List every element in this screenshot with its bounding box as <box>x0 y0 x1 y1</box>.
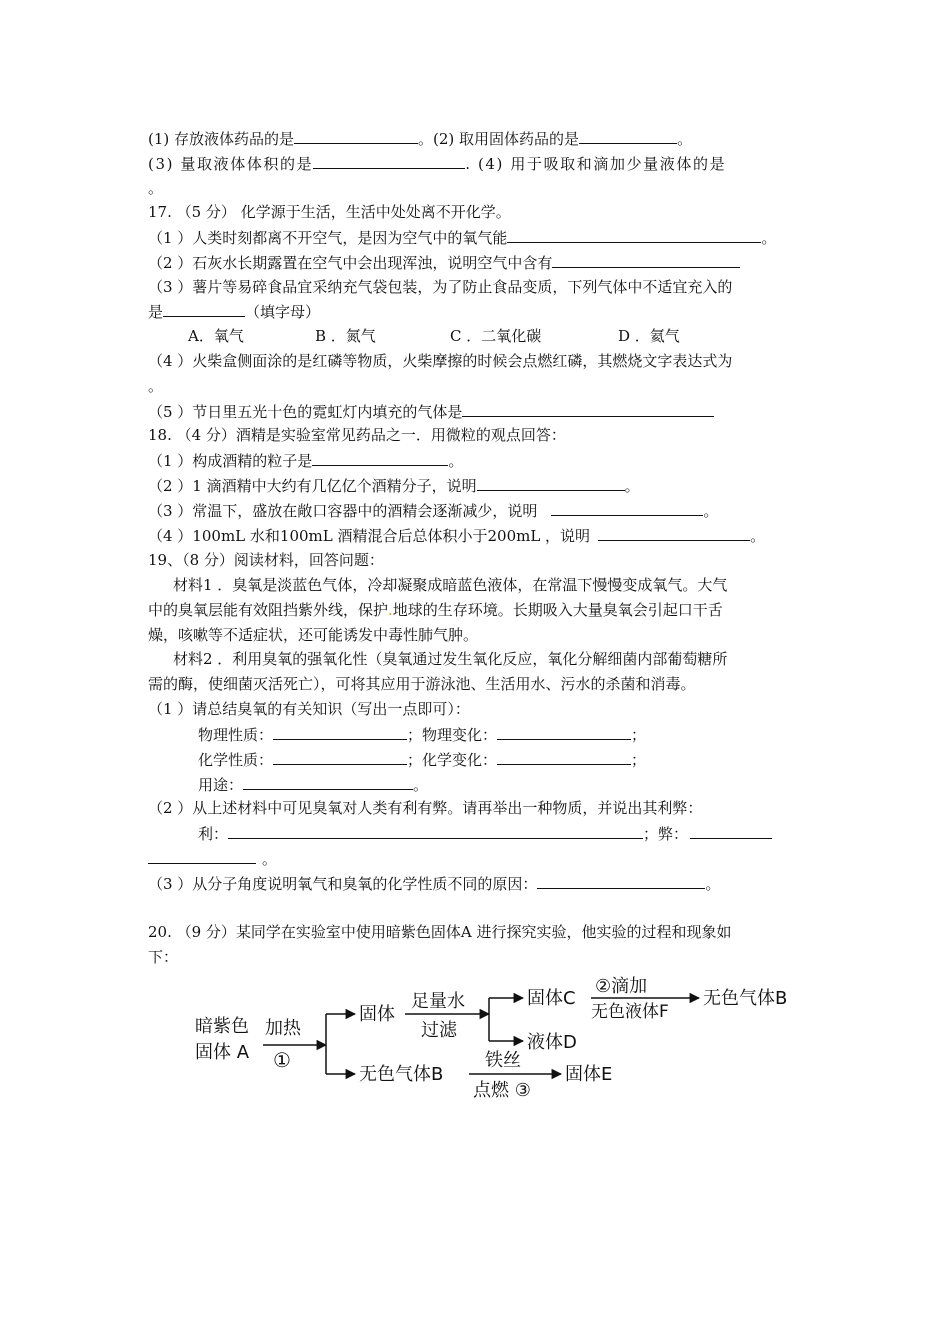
punctuation: 。 <box>677 130 693 148</box>
q18-part-1 <box>148 450 463 471</box>
solid-e-label: 固体E <box>565 1064 613 1085</box>
answer-blank[interactable] <box>537 873 705 889</box>
q17-part-1-text: （1 ）人类时刻都离不开空气，是因为空气中的氧气能 <box>148 229 508 247</box>
q17-part-2-text: （2 ）石灰水长期露置在空气中会出现浑浊，说明空气中含有 <box>148 254 553 272</box>
q19-part-3 <box>148 873 720 894</box>
punctuation: 。 <box>413 776 429 794</box>
answer-blank[interactable] <box>497 724 631 740</box>
q18-part-2-text: （2 ）1 滴酒精中大约有几亿亿个酒精分子，说明 <box>148 477 477 495</box>
arrow-1-top-label: 加热 <box>265 1018 301 1039</box>
option-a[interactable]: A．氧气 <box>188 327 244 345</box>
q19-physical-line <box>198 724 646 745</box>
answer-blank[interactable] <box>507 227 761 243</box>
liquid-d-label: 液体D <box>527 1032 577 1053</box>
option-b[interactable]: B ．氮气 <box>315 327 376 345</box>
start-label-2: 固体 A <box>195 1042 250 1063</box>
chemical-property-label: 化学性质： <box>198 751 274 769</box>
answer-blank[interactable] <box>552 252 740 268</box>
q17-part-4: （4 ）火柴盒侧面涂的是红磷等物质，火柴摩擦的时候会点燃红磷，其燃烧文字表达式为 <box>148 352 733 370</box>
answer-blank[interactable] <box>551 500 703 516</box>
q18-part-3 <box>148 500 718 521</box>
q17-part-4-end: 。 <box>148 377 164 395</box>
solid-c-label: 固体C <box>527 988 576 1009</box>
arrow-4-top-label: 铁丝 <box>485 1050 521 1071</box>
q19-material-1c: 燥，咳嗽等不适症状，还可能诱发中毒性肺气肿。 <box>148 626 479 644</box>
q19-material-2a: 材料2 ．利用臭氧的强氧化性（臭氧通过发生氧化反应，氧化分解细菌内部葡萄糖所 <box>173 650 728 668</box>
q17-heading: 17. （5 分） 化学源于生活，生活中处处离不开化学。 <box>148 203 511 221</box>
option-c[interactable]: C ．二氧化碳 <box>450 327 542 345</box>
q16-line-1 <box>148 128 692 149</box>
answer-blank[interactable] <box>477 475 625 491</box>
answer-blank[interactable] <box>313 153 465 169</box>
q18-part-1-text: （1 ）构成酒精的粒子是 <box>148 452 313 470</box>
q17-part-2 <box>148 252 740 273</box>
arrow-1-bottom-label: ① <box>273 1048 291 1072</box>
option-d[interactable]: D ．氦气 <box>618 327 680 345</box>
q17-part-3a: （3 ）薯片等易碎食品宜采纳充气袋包装，为了防止食品变质，下列气体中不适宜充入的 <box>148 278 733 296</box>
decorative-dot: . <box>388 601 393 619</box>
q20-heading-a: 20. （9 分）某同学在实验室中使用暗紫色固体A 进行探究实验，他实验的过程和现象如 <box>148 923 732 941</box>
answer-blank[interactable] <box>273 724 407 740</box>
physical-change-label: ；物理变化： <box>407 726 498 744</box>
answer-blank[interactable] <box>312 450 448 466</box>
punctuation: 。 <box>624 477 640 495</box>
answer-blank[interactable] <box>579 128 677 144</box>
q19-use-line <box>198 774 428 795</box>
arrow-2-bottom-label: 过滤 <box>421 1020 457 1041</box>
experiment-flow-diagram <box>185 968 825 1108</box>
con-label: ；弊： <box>643 825 689 843</box>
answer-blank[interactable] <box>228 823 643 839</box>
punctuation: 。 <box>262 850 278 868</box>
answer-blank[interactable] <box>243 774 413 790</box>
q17-part-1 <box>148 227 776 248</box>
answer-blank[interactable] <box>273 749 407 765</box>
q19-material-1b-rest: 地球的生存环境。长期吸入大量臭氧会引起口干舌 <box>392 601 723 619</box>
q19-material-1b <box>148 600 723 620</box>
solid-label: 固体 <box>359 1004 395 1025</box>
q16-line-3 <box>148 178 163 198</box>
punctuation: 。 <box>750 527 766 545</box>
q17-part-3b <box>148 301 320 322</box>
q19-material-2b: 需的酶，使细菌灭活死亡），可将其应用于游泳池、生活用水、污水的杀菌和消毒。 <box>148 675 696 693</box>
q19-heading: 19、（8 分）阅读材料，回答问题： <box>148 551 384 569</box>
gas-b-label: 无色气体B <box>359 1064 444 1085</box>
answer-blank[interactable] <box>690 823 772 839</box>
punctuation: 。 <box>761 229 777 247</box>
q16-item-2-text: 。(2) 取用固体药品的是 <box>418 130 580 148</box>
answer-blank[interactable] <box>497 749 631 765</box>
q19-material-1b-text: 中的臭氧层能有效阻挡紫外线，保护 <box>148 601 389 619</box>
chemical-change-label: ；化学变化： <box>407 751 498 769</box>
q19-chemical-line <box>198 749 646 770</box>
q19-pros-cons-cont <box>148 848 277 869</box>
q19-part-3-text: （3 ）从分子角度说明氧气和臭氧的化学性质不同的原因： <box>148 875 538 893</box>
q19-part-1: （1 ）请总结臭氧的有关知识（写出一点即可）： <box>148 700 470 718</box>
q17-part-5-text: （5 ）节日里五光十色的霓虹灯内填充的气体是 <box>148 403 463 421</box>
q17-options <box>188 326 680 346</box>
arrow-2-top-label: 足量水 <box>411 991 465 1012</box>
q19-material-1a: 材料1 ．臭氧是淡蓝色气体，冷却凝聚成暗蓝色液体，在常温下慢慢变成氧气。大气 <box>173 576 728 594</box>
punctuation: 。 <box>148 179 164 197</box>
answer-blank[interactable] <box>148 848 256 864</box>
start-label-1: 暗紫色 <box>195 1016 249 1037</box>
q18-part-3-text: （3 ）常温下，盛放在敞口容器中的酒精会逐渐减少，说明 <box>148 502 538 520</box>
q16-item-1-text: (1) 存放液体药品的是 <box>148 130 295 148</box>
arrow-4-bottom-label: 点燃 ③ <box>473 1080 531 1101</box>
punctuation: 。 <box>705 875 721 893</box>
answer-blank[interactable] <box>294 128 418 144</box>
q16-item-4-text: . (4) 用于吸取和滴加少量液体的是 <box>465 155 727 173</box>
q18-part-4-text: （4 ）100mL 水和100mL 酒精混合后总体积小于200mL ，说明 <box>148 527 591 545</box>
punctuation: 。 <box>448 452 464 470</box>
q18-heading: 18. （4 分）酒精是实验室常见药品之一．用微粒的观点回答： <box>148 426 566 444</box>
q16-item-3-text: (3) 量取液体体积的是 <box>148 155 314 173</box>
q18-part-2 <box>148 475 640 496</box>
punctuation: ； <box>631 726 647 744</box>
fill-hint: （填字母） <box>245 303 321 321</box>
punctuation: ； <box>631 751 647 769</box>
q20-heading-b: 下： <box>148 948 179 966</box>
q17-part-3b-text: 是 <box>148 303 164 321</box>
gas-b-result-label: 无色气体B <box>703 988 788 1009</box>
use-label: 用途： <box>198 776 244 794</box>
q18-part-4 <box>148 525 765 546</box>
pro-label: 利： <box>198 825 229 843</box>
answer-blank[interactable] <box>598 525 750 541</box>
punctuation: 。 <box>703 502 719 520</box>
answer-blank[interactable] <box>163 301 245 317</box>
q17-part-5 <box>148 401 714 422</box>
q19-pros-cons-line <box>198 823 772 844</box>
q16-line-2 <box>148 153 726 174</box>
arrow-3-top-label: ②滴加 <box>595 976 648 997</box>
physical-property-label: 物理性质： <box>198 726 274 744</box>
arrow-3-bottom-label: 无色液体F <box>591 1002 669 1022</box>
q19-part-2: （2 ）从上述材料中可见臭氧对人类有利有弊。请再举出一种物质，并说出其利弊： <box>148 799 703 817</box>
answer-blank[interactable] <box>462 401 714 417</box>
